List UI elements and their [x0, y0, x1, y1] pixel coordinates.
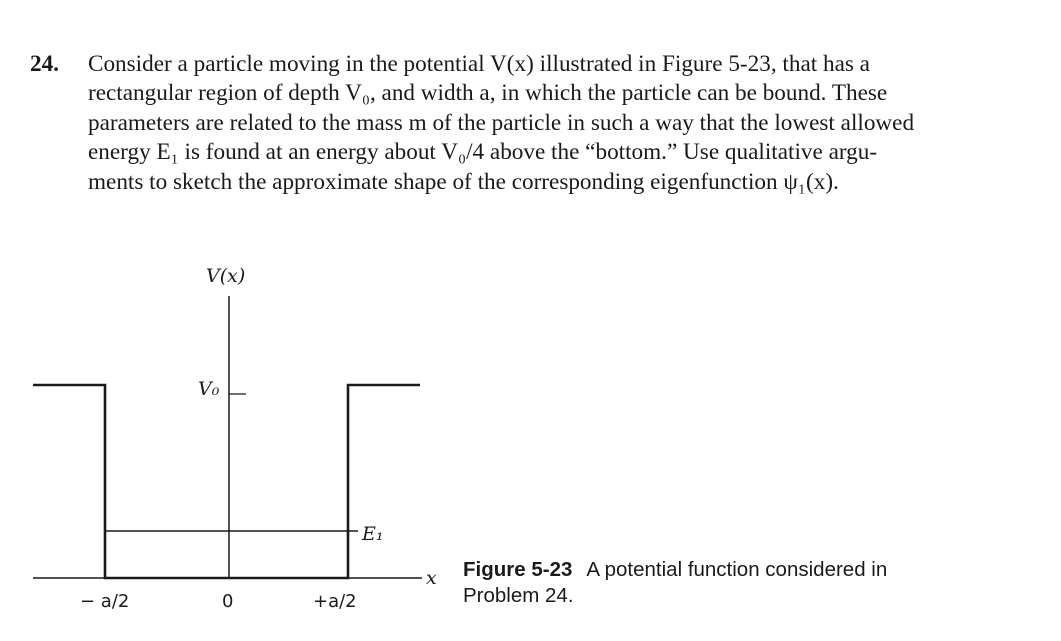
tick-label-center: 0 [222, 591, 234, 612]
problem-number: 24. [30, 51, 59, 77]
tick-label-right: +a/2 [313, 591, 357, 612]
caption-line-1 [463, 557, 1023, 583]
caption-text: A potential function considered in [586, 558, 888, 581]
figure-caption [463, 557, 1023, 609]
problem-line: Consider a particle moving in the potential V(x) illustrated in Figure 5-23, that has a [88, 51, 870, 77]
problem-line: ments to sketch the approximate shape of the corresponding eigenfunction ψ₁(x). [88, 168, 839, 195]
x-axis-label: x [426, 567, 437, 589]
caption-label: Figure 5-23 [463, 558, 573, 581]
problem-line: rectangular region of depth V₀, and width a, in which the particle can be bound. These [88, 80, 888, 107]
v0-label: V₀ [198, 378, 220, 400]
problem-line: energy E₁ is found at an energy about V₀/4 above the “bottom.” Use qualitative argu- [88, 139, 878, 166]
e1-label: E₁ [362, 523, 384, 545]
caption-line-2: Problem 24. [463, 584, 574, 607]
tick-label-left: − a/2 [80, 591, 130, 612]
potential-outline [33, 385, 420, 578]
problem-line: parameters are related to the mass m of the particle in such a way that the lowest allowed [88, 109, 915, 136]
y-axis-label: V(x) [206, 265, 246, 287]
